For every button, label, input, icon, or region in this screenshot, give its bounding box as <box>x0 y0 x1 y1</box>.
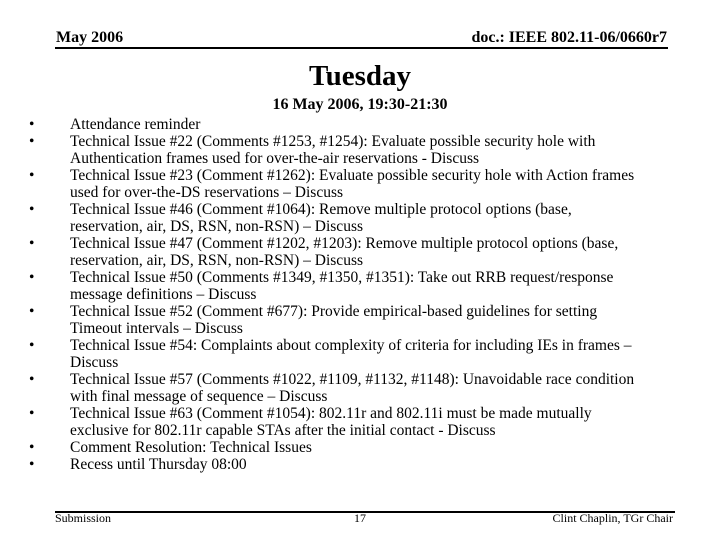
agenda-item-text: Technical Issue #57 (Comments #1022, #1109, #1132, #1148): Unavoidable race condition <box>70 371 635 388</box>
bullet-icon: • <box>29 167 35 184</box>
agenda-item <box>0 371 720 405</box>
bullet-icon: • <box>29 116 35 133</box>
header-date: May 2006 <box>56 29 124 46</box>
agenda-item-text: exclusive for 802.11r capable STAs after the initial contact - Discuss <box>70 422 496 439</box>
bullet-icon: • <box>29 269 35 286</box>
agenda-item <box>0 456 720 473</box>
agenda-item-text: Authentication frames used for over-the-air reservations - Discuss <box>70 150 480 167</box>
agenda-item-text: Timeout intervals – Discuss <box>70 320 243 337</box>
agenda-item <box>0 439 720 456</box>
bullet-icon: • <box>29 371 35 388</box>
agenda-item <box>0 405 720 439</box>
header-doc-id: doc.: IEEE 802.11-06/0660r7 <box>471 29 667 46</box>
slide-subtitle: 16 May 2006, 19:30-21:30 <box>272 96 448 113</box>
agenda-item <box>0 133 720 167</box>
agenda-item <box>0 116 720 133</box>
page-number: 17 <box>354 511 366 525</box>
agenda-item <box>0 235 720 269</box>
bullet-icon: • <box>29 439 35 456</box>
bullet-icon: • <box>29 303 35 320</box>
header-divider <box>55 47 668 49</box>
agenda-item-text: Technical Issue #54: Complaints about complexity of criteria for including IEs in frames – <box>70 337 632 354</box>
agenda-item-text: used for over-the-DS reservations – Discuss <box>70 184 344 201</box>
footer-author: Clint Chaplin, TGr Chair <box>552 511 673 525</box>
agenda-item <box>0 167 720 201</box>
agenda-list <box>0 116 720 473</box>
agenda-item-text: Discuss <box>70 354 119 371</box>
agenda-item-text: Technical Issue #47 (Comment #1202, #1203): Remove multiple protocol options (base, <box>70 235 619 252</box>
bullet-icon: • <box>29 405 35 422</box>
bullet-icon: • <box>29 201 35 218</box>
footer-submission: Submission <box>55 511 112 525</box>
agenda-item-text: Technical Issue #46 (Comment #1064): Remove multiple protocol options (base, <box>70 201 572 218</box>
agenda-item-text: reservation, air, DS, RSN, non-RSN) – Discuss <box>70 252 364 269</box>
agenda-item-text: message definitions – Discuss <box>70 286 257 303</box>
agenda-item <box>0 201 720 235</box>
bullet-icon: • <box>29 235 35 252</box>
agenda-item-text: Comment Resolution: Technical Issues <box>70 439 312 456</box>
agenda-item-text: Technical Issue #52 (Comment #677): Provide empirical-based guidelines for setting <box>70 303 598 320</box>
agenda-item <box>0 269 720 303</box>
agenda-item-text: reservation, air, DS, RSN, non-RSN) – Discuss <box>70 218 364 235</box>
bullet-icon: • <box>29 133 35 150</box>
agenda-item <box>0 337 720 371</box>
agenda-item-text: Technical Issue #63 (Comment #1054): 802.11r and 802.11i must be made mutually <box>70 405 592 422</box>
agenda-item-text: Recess until Thursday 08:00 <box>70 456 247 473</box>
agenda-item-text: Attendance reminder <box>70 116 201 133</box>
agenda-item-text: Technical Issue #23 (Comment #1262): Evaluate possible security hole with Action frames <box>70 167 635 184</box>
agenda-item-text: Technical Issue #22 (Comments #1253, #1254): Evaluate possible security hole with <box>70 133 596 150</box>
bullet-icon: • <box>29 456 35 473</box>
bullet-icon: • <box>29 337 35 354</box>
slide-title: Tuesday <box>308 60 412 92</box>
agenda-item <box>0 303 720 337</box>
agenda-item-text: with final message of sequence – Discuss <box>70 388 328 405</box>
agenda-item-text: Technical Issue #50 (Comments #1349, #1350, #1351): Take out RRB request/response <box>70 269 614 286</box>
